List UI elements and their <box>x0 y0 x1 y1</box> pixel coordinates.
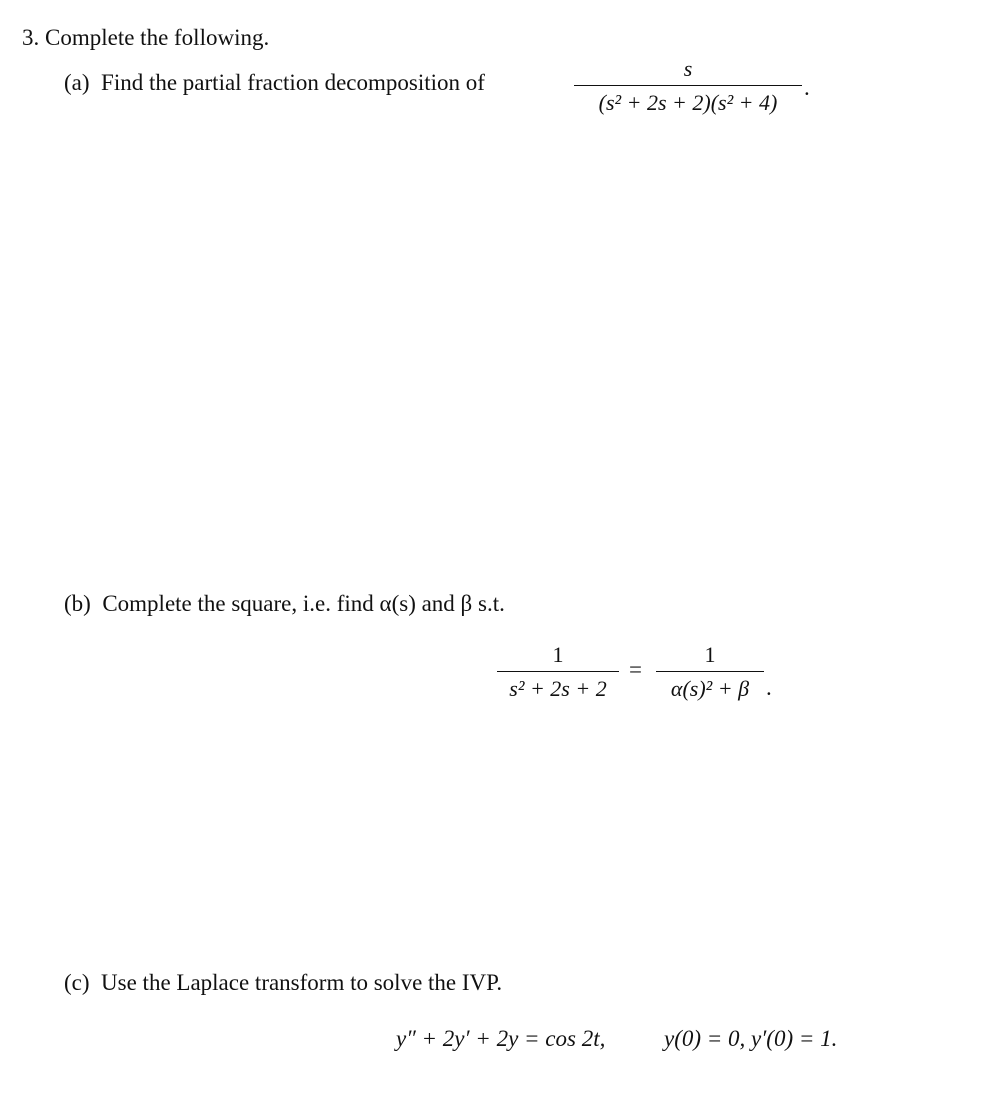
part-a-numerator: s <box>683 56 693 81</box>
part-b-prompt <box>64 592 505 615</box>
part-b-period: . <box>766 675 772 700</box>
part-a-label: (a) <box>64 70 90 95</box>
problem-number: 3. <box>22 25 40 50</box>
part-b-lhs-numerator: 1 <box>552 642 564 667</box>
problem-heading <box>22 26 269 49</box>
part-b-text: Complete the square, i.e. find α(s) and β s.t. <box>102 591 505 616</box>
part-b-label: (b) <box>64 591 91 616</box>
part-c-ode: y″ + 2y′ + 2y = cos 2t, <box>396 1026 606 1051</box>
part-b-rhs-numerator: 1 <box>704 642 716 667</box>
part-b-lhs-fraction <box>497 644 619 700</box>
part-a-denominator: (s² + 2s + 2)(s² + 4) <box>598 90 778 115</box>
part-a-fraction <box>574 58 802 114</box>
part-b-rhs-denominator: α(s)² + β <box>670 676 750 701</box>
part-c-label: (c) <box>64 970 90 995</box>
part-b-equals: = <box>629 657 642 682</box>
part-b-lhs-denominator: s² + 2s + 2 <box>509 676 607 701</box>
part-a-period: . <box>804 75 810 100</box>
part-a-text: Find the partial fraction decomposition of <box>101 70 485 95</box>
part-b-rhs-fraction <box>656 644 764 700</box>
part-a-prompt <box>64 71 485 94</box>
problem-title: Complete the following. <box>45 25 270 50</box>
part-c-initial-conditions: y(0) = 0, y′(0) = 1. <box>664 1026 838 1051</box>
part-c-text: Use the Laplace transform to solve the IVP. <box>101 970 503 995</box>
part-c-prompt <box>64 971 502 994</box>
